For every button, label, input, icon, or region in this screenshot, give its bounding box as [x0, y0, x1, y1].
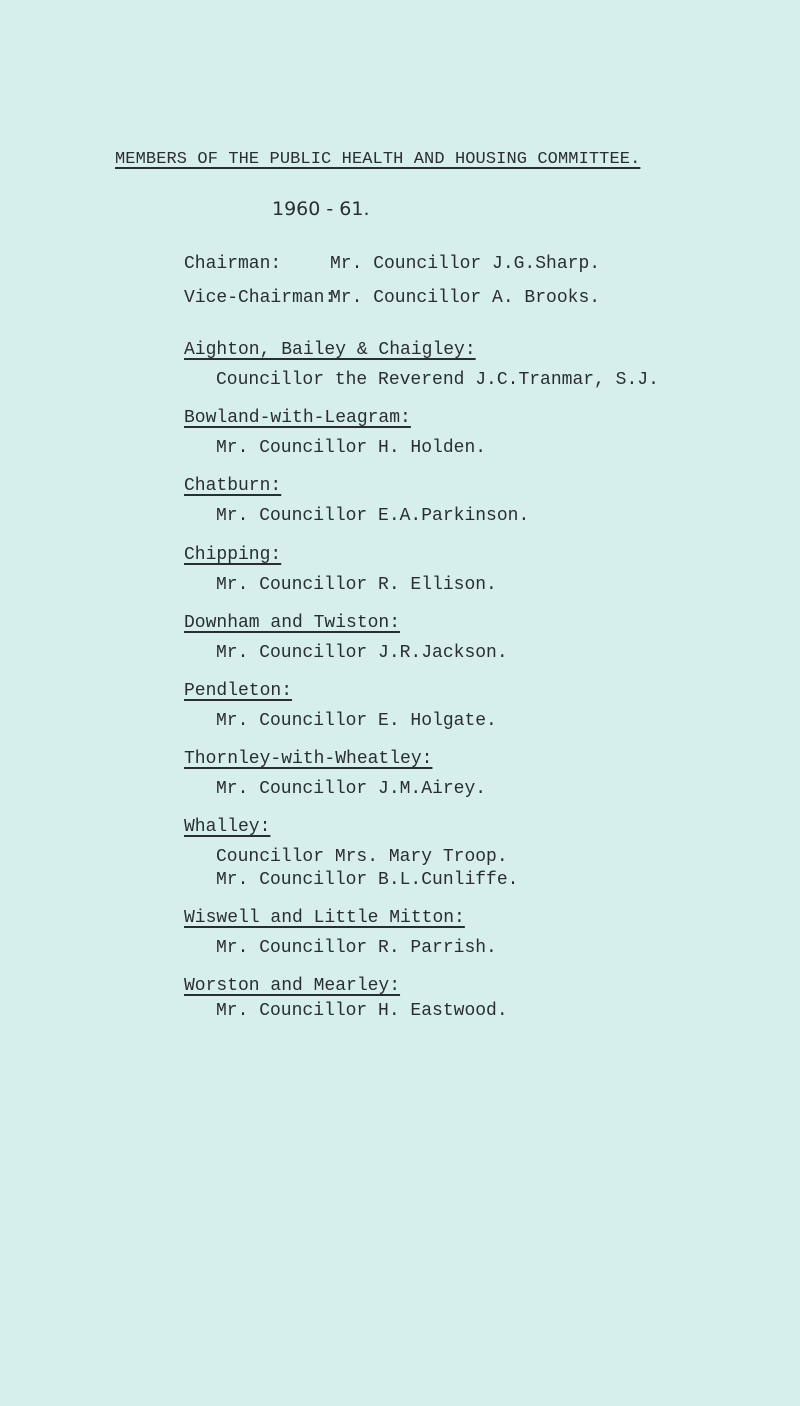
- district-heading-chatburn: Chatburn:: [184, 476, 282, 496]
- district-member: Mr. Councillor R. Parrish.: [216, 938, 497, 958]
- document-year: 1960 - 61.: [272, 198, 370, 220]
- district-heading-wiswell: Wiswell and Little Mitton:: [184, 908, 465, 928]
- district-member: Mr. Councillor H. Holden.: [216, 438, 487, 458]
- district-member: Mr. Councillor B.L.Cunliffe.: [216, 870, 519, 890]
- district-member: Mr. Councillor J.M.Airey.: [216, 779, 487, 799]
- district-heading-downham: Downham and Twiston:: [184, 613, 401, 633]
- district-heading-bowland: Bowland-with-Leagram:: [184, 408, 411, 428]
- district-member: Councillor Mrs. Mary Troop.: [216, 847, 508, 867]
- district-member: Mr. Councillor R. Ellison.: [216, 575, 497, 595]
- vice-chairman-name: Mr. Councillor A. Brooks.: [330, 288, 601, 308]
- district-member: Mr. Councillor E. Holgate.: [216, 711, 497, 731]
- vice-chairman-label: Vice-Chairman:: [184, 288, 336, 308]
- district-member: Mr. Councillor E.A.Parkinson.: [216, 506, 530, 526]
- chairman-name: Mr. Councillor J.G.Sharp.: [330, 254, 601, 274]
- district-heading-chipping: Chipping:: [184, 545, 282, 565]
- district-heading-thornley: Thornley-with-Wheatley:: [184, 749, 433, 769]
- district-heading-pendleton: Pendleton:: [184, 681, 293, 701]
- district-member: Mr. Councillor H. Eastwood.: [216, 1001, 508, 1021]
- district-member: Councillor the Reverend J.C.Tranmar, S.J.: [216, 370, 659, 390]
- district-heading-worston: Worston and Mearley:: [184, 976, 401, 996]
- district-member: Mr. Councillor J.R.Jackson.: [216, 643, 508, 663]
- district-heading-whalley: Whalley:: [184, 817, 271, 837]
- document-title: MEMBERS OF THE PUBLIC HEALTH AND HOUSING COMMITTEE.: [115, 150, 641, 169]
- chairman-label: Chairman:: [184, 254, 282, 274]
- district-heading-aighton: Aighton, Bailey & Chaigley:: [184, 340, 476, 360]
